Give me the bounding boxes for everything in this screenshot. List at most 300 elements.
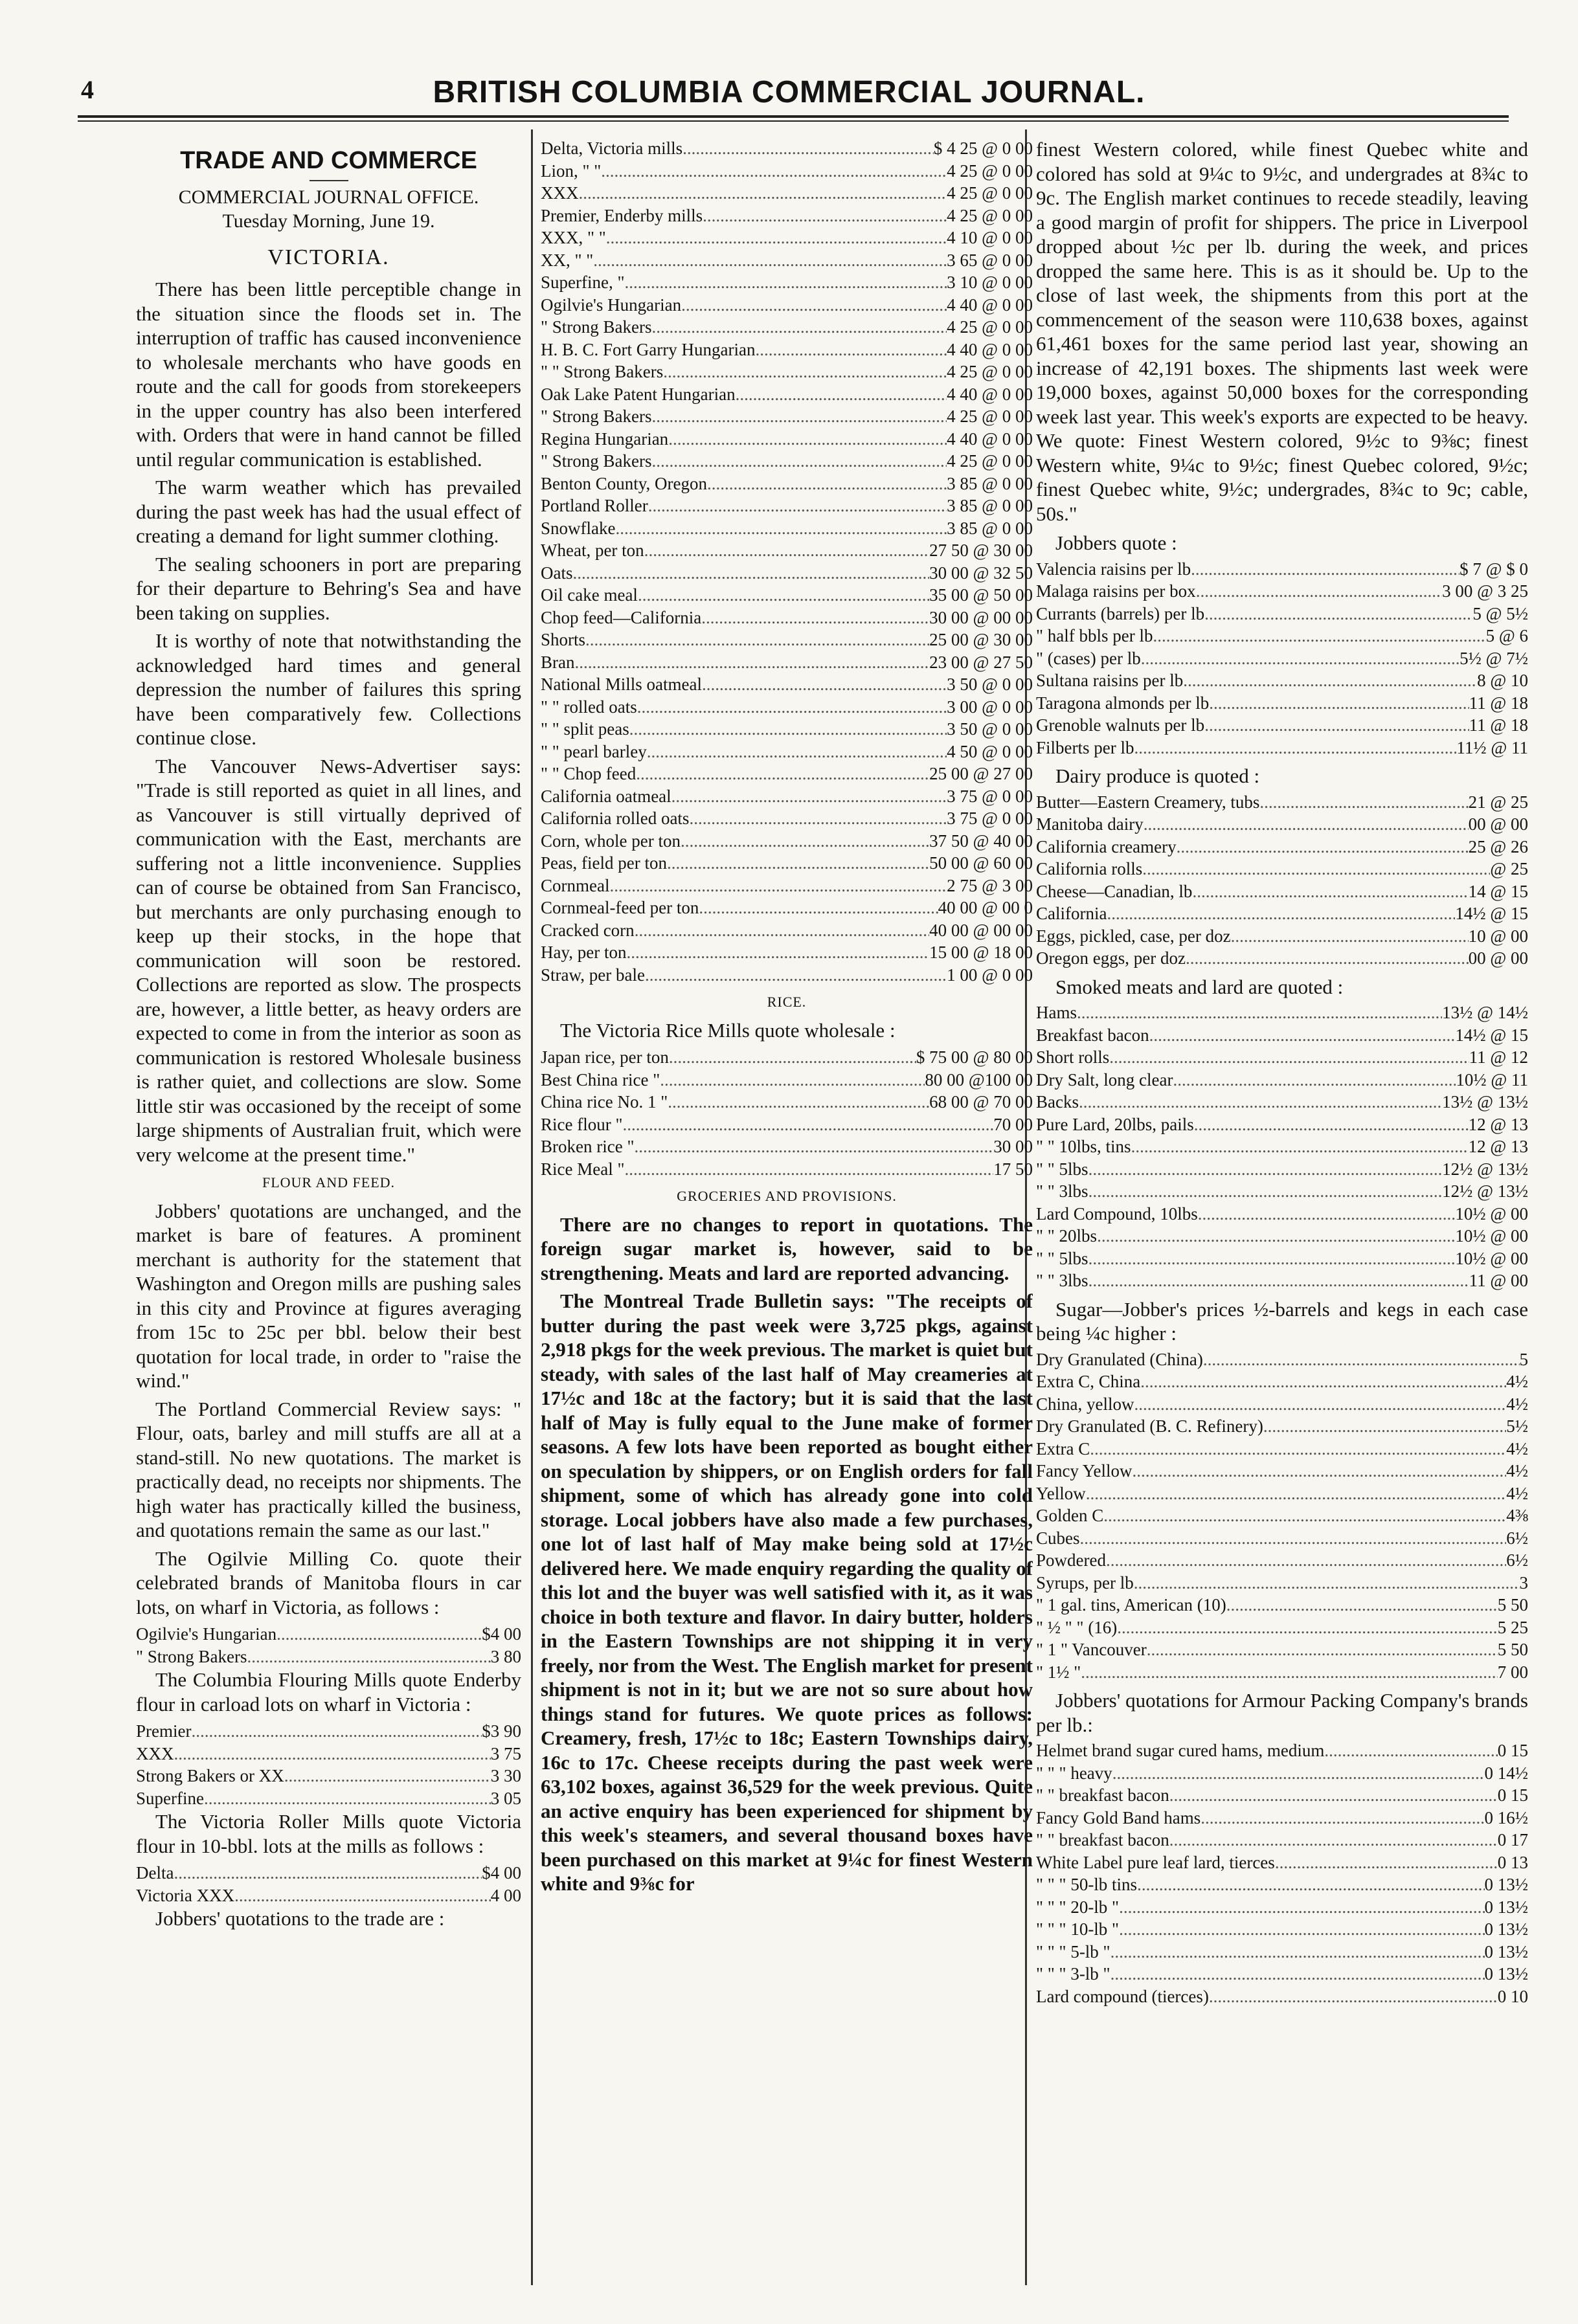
dot-leader xyxy=(1263,1415,1506,1438)
item-name: " " 10lbs, tins xyxy=(1036,1137,1131,1156)
dot-leader xyxy=(1209,692,1469,715)
item-name: Rice Meal " xyxy=(541,1159,625,1179)
item-price: 12 @ 13 xyxy=(1468,1114,1528,1134)
dot-leader xyxy=(652,405,947,428)
price-row xyxy=(541,941,1033,964)
dot-leader xyxy=(1144,813,1469,836)
item-price: 0 10 xyxy=(1497,1986,1528,2006)
item-name: " " " 3-lb " xyxy=(1036,1964,1110,1983)
dot-leader xyxy=(1173,1069,1456,1091)
item-name: Dry Granulated (B. C. Refinery) xyxy=(1036,1416,1263,1436)
dot-leader xyxy=(1149,1024,1456,1047)
dot-leader xyxy=(1226,1594,1498,1616)
dot-leader xyxy=(1077,1001,1442,1024)
item-price: 0 13½ xyxy=(1484,1897,1528,1917)
item-name: Premier xyxy=(136,1721,192,1741)
smoked-intro: Smoked meats and lard are quoted : xyxy=(1055,975,1344,998)
rice-heading: RICE. xyxy=(767,994,807,1010)
price-row xyxy=(1036,669,1528,692)
item-price: 23 00 @ 27 50 xyxy=(929,652,1033,672)
item-name: " half bbls per lb xyxy=(1036,626,1153,645)
smoked-price-list xyxy=(1036,1001,1528,1292)
item-price: 10½ @ 11 xyxy=(1456,1069,1528,1089)
price-row xyxy=(1036,603,1528,625)
item-price: 25 00 @ 27 00 xyxy=(929,764,1033,783)
price-row xyxy=(541,205,1033,227)
item-name: Lion, " " xyxy=(541,161,602,181)
item-price: 4 40 @ 0 00 xyxy=(947,429,1033,449)
dot-leader xyxy=(174,1743,491,1765)
dot-leader xyxy=(1080,1527,1507,1550)
dot-leader xyxy=(648,495,947,517)
price-row xyxy=(541,405,1033,428)
item-name: Hay, per ton xyxy=(541,943,627,962)
item-price: 8 @ 10 xyxy=(1477,671,1528,690)
price-row xyxy=(1036,1549,1528,1572)
price-row xyxy=(541,137,1033,160)
dot-leader xyxy=(1137,1873,1484,1896)
dot-leader xyxy=(276,1623,482,1646)
item-price: 11 @ 18 xyxy=(1469,693,1528,713)
dot-leader xyxy=(1134,737,1456,759)
item-price: 4½ xyxy=(1506,1438,1528,1458)
item-price: 3 85 @ 0 00 xyxy=(947,473,1033,493)
price-row xyxy=(1036,1348,1528,1371)
price-row xyxy=(1036,1046,1528,1069)
item-price: 10½ @ 00 xyxy=(1455,1248,1528,1268)
item-name: Superfine xyxy=(136,1788,204,1808)
item-name: Dry Salt, long clear xyxy=(1036,1069,1173,1089)
article-paragraph: The warm weather which has prevailed during the past week has had the usual effect of creating a demand for light summer clothing. xyxy=(136,476,521,547)
item-name: Premier, Enderby mills xyxy=(541,205,703,225)
rice-price-list xyxy=(541,1046,1033,1180)
item-price: 4 25 @ 0 00 xyxy=(947,183,1033,203)
item-name: California xyxy=(1036,904,1107,923)
item-price: 10 @ 00 xyxy=(1468,926,1528,946)
price-row xyxy=(1036,1739,1528,1762)
dot-leader xyxy=(671,785,947,808)
item-name: Oats xyxy=(541,563,573,583)
item-price: 37 50 @ 40 00 xyxy=(929,831,1033,851)
price-row xyxy=(541,651,1033,674)
price-row xyxy=(541,249,1033,272)
item-price: 14 @ 15 xyxy=(1468,881,1528,901)
dot-leader xyxy=(645,964,947,987)
price-row xyxy=(541,1046,1033,1069)
item-price: 3 75 @ 0 00 xyxy=(947,786,1033,806)
item-name: " " " 10-lb " xyxy=(1036,1919,1120,1939)
item-price: 3 00 @ 0 00 xyxy=(947,697,1033,717)
item-price: 3 50 @ 0 00 xyxy=(947,675,1033,694)
item-price: 4½ xyxy=(1506,1394,1528,1414)
item-price: 3 75 @ 0 00 xyxy=(947,809,1033,828)
item-name: Sultana raisins per lb xyxy=(1036,671,1184,690)
item-price: 4½ xyxy=(1506,1483,1528,1503)
sugar-price-list xyxy=(1036,1348,1528,1684)
item-price: 4 40 @ 0 00 xyxy=(947,384,1033,404)
dot-leader xyxy=(1117,1616,1497,1639)
item-price: 4 25 @ 0 00 xyxy=(947,451,1033,471)
price-row xyxy=(541,629,1033,651)
price-row xyxy=(541,607,1033,629)
dot-leader xyxy=(1106,1549,1506,1572)
item-name: H. B. C. Fort Garry Hungarian xyxy=(541,339,756,359)
item-name: XXX xyxy=(136,1743,174,1763)
item-price: 68 00 @ 70 00 xyxy=(929,1092,1033,1112)
item-name: California creamery xyxy=(1036,836,1177,856)
price-row xyxy=(541,964,1033,987)
price-row xyxy=(1036,1135,1528,1158)
item-price: 6½ xyxy=(1506,1550,1528,1570)
item-name: Portland Roller xyxy=(541,496,648,515)
article-paragraph: Jobbers' quotations are unchanged, and the market is bare of features. A prominent merchant is authority for the statement that Washington and Oregon mills are pushing sales in this city and Province at figures averaging from 15c to 25c per bbl. below their best quotation for local trade, in order to "raise the wind." xyxy=(136,1199,521,1392)
item-price: 35 00 @ 50 00 xyxy=(929,585,1033,605)
item-name: Short rolls xyxy=(1036,1047,1110,1067)
item-name: Corn, whole per ton xyxy=(541,831,681,851)
item-name: " " split peas xyxy=(541,719,629,739)
dot-leader xyxy=(1090,1438,1506,1460)
price-row xyxy=(541,227,1033,249)
price-row xyxy=(1036,1415,1528,1438)
price-row xyxy=(1036,1896,1528,1919)
item-price: 4 25 @ 0 00 xyxy=(947,362,1033,381)
header-rule-thin xyxy=(78,120,1509,122)
price-row xyxy=(1036,1370,1528,1393)
dot-leader xyxy=(1134,1572,1520,1594)
page-number: 4 xyxy=(81,75,94,104)
price-row xyxy=(1036,1001,1528,1024)
price-row xyxy=(1036,558,1528,581)
price-row xyxy=(1036,737,1528,759)
closing-line: Jobbers' quotations to the trade are : xyxy=(155,1907,445,1930)
item-name: Victoria XXX xyxy=(136,1885,235,1905)
price-row xyxy=(1036,1616,1528,1639)
price-row xyxy=(541,517,1033,540)
item-name: Eggs, pickled, case, per doz xyxy=(1036,926,1231,946)
montreal-paragraph: The Montreal Trade Bulletin says: "The receipts of butter during the past week were 3,725 pkgs, against 2,918 pkgs for the week previous. The market is quiet but steady, with sales of the last half of May creameries at 17½c and 18c at the factory; but it is said that the last half of May is fully equal to the June make of former seasons. A few lots have been reported as bought either on speculation by shippers, or on English orders for fall shipment, some of which has already gone into cold storage. Local jobbers have also made a few purchases, one lot of last half of May make being sold at 17½c delivered here. We made enquiry regarding the quality of this lot and the buyer was well satisfied with it, as it was choice in both texture and flavor. In dairy butter, holders in the Eastern Townships are not shipping it in very freely, nor from the West. The English market for present shipment is not in it; but we are not so sure about how things stand for futures. We quote prices as follows: Creamery, fresh, 17½c to 18c; Eastern Townships dairy, 16c to 17c. Cheese receipts during the past week were 63,102 boxes, against 36,529 for the week previous. Quite an active enquiry has been experienced for shipment by this week's steamers, and several thousand boxes have been purchased on this market at 9¼c for finest Western white and 9⅜c for xyxy=(541,1290,1033,1895)
price-row xyxy=(1036,1829,1528,1851)
item-name: " Strong Bakers xyxy=(541,451,652,471)
price-row xyxy=(541,718,1033,741)
dot-leader xyxy=(663,361,947,383)
dot-leader xyxy=(1200,1807,1484,1829)
price-row xyxy=(1036,813,1528,836)
item-name: Bran xyxy=(541,652,575,672)
dot-leader xyxy=(1192,880,1468,903)
item-price: 70 00 xyxy=(993,1114,1033,1134)
item-name: Straw, per bale xyxy=(541,965,645,985)
dot-leader xyxy=(585,629,929,651)
price-row xyxy=(541,1158,1033,1181)
item-name: Shorts xyxy=(541,630,586,649)
item-name: " " " 20-lb " xyxy=(1036,1897,1120,1917)
price-row xyxy=(541,807,1033,830)
item-price: 0 13½ xyxy=(1484,1875,1528,1894)
price-row xyxy=(541,473,1033,495)
dot-leader xyxy=(638,584,929,607)
item-name: Regina Hungarian xyxy=(541,429,669,449)
dot-leader xyxy=(636,763,929,785)
item-name: Benton County, Oregon xyxy=(541,473,707,493)
item-price: 3 65 @ 0 00 xyxy=(947,250,1033,270)
dot-leader xyxy=(609,875,947,897)
item-name: XX, " " xyxy=(541,250,594,270)
item-name: Lard Compound, 10lbs xyxy=(1036,1203,1198,1223)
item-price: 5 @ 5½ xyxy=(1472,603,1528,623)
price-row xyxy=(541,673,1033,696)
dot-leader xyxy=(1119,1896,1484,1919)
item-price: 30 00 @ 32 50 xyxy=(929,563,1033,583)
item-name: Ogilvie's Hungarian xyxy=(541,295,682,315)
item-price: 15 00 @ 18 00 xyxy=(929,943,1033,962)
price-row xyxy=(541,539,1033,562)
item-price: $ 7 @ $ 0 xyxy=(1460,559,1528,579)
item-name: Cubes xyxy=(1036,1528,1080,1548)
price-row xyxy=(1036,1203,1528,1225)
dot-leader xyxy=(247,1646,491,1668)
item-price: 4 25 @ 0 00 xyxy=(947,205,1033,225)
price-row xyxy=(541,1091,1033,1113)
dot-leader xyxy=(593,249,947,272)
item-price: 4½ xyxy=(1506,1461,1528,1480)
dot-leader xyxy=(644,539,929,562)
item-name: White Label pure leaf lard, tierces xyxy=(1036,1852,1275,1872)
price-row xyxy=(136,1720,521,1743)
price-row xyxy=(541,160,1033,183)
item-name: " " Chop feed xyxy=(541,764,637,783)
article-paragraph: It is worthy of note that notwithstanding the acknowledged hard times and general depression the number of failures this spring have been comparatively few. Collections continue close. xyxy=(136,629,521,749)
price-row xyxy=(1036,1269,1528,1292)
armour-price-list xyxy=(1036,1739,1528,2007)
dot-leader xyxy=(1196,580,1442,603)
dot-leader xyxy=(1141,647,1460,670)
item-name: National Mills oatmeal xyxy=(541,675,702,694)
item-price: 0 13½ xyxy=(1484,1919,1528,1939)
section-title: TRADE AND COMMERCE xyxy=(180,147,477,174)
item-name: Yellow xyxy=(1036,1483,1086,1503)
item-name: California rolled oats xyxy=(541,809,690,828)
price-row xyxy=(541,495,1033,517)
price-row xyxy=(541,361,1033,383)
item-price: 3 85 @ 0 00 xyxy=(947,496,1033,515)
dot-leader xyxy=(1275,1851,1498,1874)
dot-leader xyxy=(669,1046,916,1069)
item-name: " " 3lbs xyxy=(1036,1181,1088,1201)
item-price: 4 40 @ 0 00 xyxy=(947,295,1033,315)
dot-leader xyxy=(647,741,947,763)
item-name: Dry Granulated (China) xyxy=(1036,1349,1203,1369)
price-row xyxy=(1036,1762,1528,1785)
price-row xyxy=(1036,1482,1528,1505)
item-name: " Strong Bakers xyxy=(541,317,652,337)
item-price: @ 25 xyxy=(1490,859,1528,878)
dot-leader xyxy=(1204,603,1472,625)
item-price: $ 75 00 @ 80 00 xyxy=(916,1047,1033,1067)
item-price: 4 50 @ 0 00 xyxy=(947,741,1033,761)
price-row xyxy=(1036,1661,1528,1684)
date-line: Tuesday Morning, June 19. xyxy=(222,210,435,232)
dot-leader xyxy=(1231,925,1469,948)
item-name: Helmet brand sugar cured hams, medium xyxy=(1036,1741,1325,1760)
price-row xyxy=(1036,1572,1528,1594)
dot-leader xyxy=(622,1113,993,1136)
item-name: Broken rice " xyxy=(541,1137,635,1156)
item-name: " 1½ " xyxy=(1036,1662,1081,1682)
price-row xyxy=(541,830,1033,853)
price-row xyxy=(1036,714,1528,737)
item-name: Fancy Gold Band hams xyxy=(1036,1807,1201,1827)
dot-leader xyxy=(652,450,947,473)
dot-leader xyxy=(1109,1046,1469,1069)
price-row xyxy=(1036,1873,1528,1896)
dot-leader xyxy=(1112,1762,1485,1785)
item-price: 3 80 xyxy=(490,1646,521,1666)
item-price: 4⅜ xyxy=(1506,1506,1528,1525)
item-price: 14½ @ 15 xyxy=(1455,1025,1528,1045)
dot-leader xyxy=(703,205,947,227)
item-name: Breakfast bacon xyxy=(1036,1025,1149,1045)
price-row xyxy=(1036,1438,1528,1460)
column-one xyxy=(136,137,521,1935)
item-name: Grenoble walnuts per lb xyxy=(1036,715,1205,735)
price-row xyxy=(1036,1069,1528,1091)
item-name: Backs xyxy=(1036,1092,1079,1112)
dot-leader xyxy=(606,227,947,249)
item-name: XXX xyxy=(541,183,579,203)
dot-leader xyxy=(736,383,947,406)
price-row xyxy=(1036,1807,1528,1829)
item-name: Golden C xyxy=(1036,1506,1104,1525)
dot-leader xyxy=(660,1069,925,1091)
price-row xyxy=(1036,625,1528,647)
item-price: 30 00 xyxy=(993,1137,1033,1156)
item-price: 0 13 xyxy=(1497,1852,1528,1872)
item-name: " " rolled oats xyxy=(541,697,637,717)
item-name: Syrups, per lb xyxy=(1036,1572,1134,1592)
dot-leader xyxy=(625,271,947,294)
dot-leader xyxy=(1204,714,1469,737)
price-row xyxy=(1036,692,1528,715)
price-row xyxy=(541,785,1033,808)
dot-leader xyxy=(682,137,934,160)
page-header xyxy=(0,74,1578,113)
price-row xyxy=(1036,1460,1528,1482)
dot-leader xyxy=(1147,1638,1498,1661)
price-row xyxy=(1036,836,1528,858)
item-name: " " 20lbs xyxy=(1036,1226,1098,1246)
continued-paragraph: finest Western colored, while finest Quebec white and colored has sold at 9¼c to 9½c, and undergrades at 8¾c to 9c. The English market continues to recede steadily, leaving a good margin of profit for shippers. The price in Liverpool dropped about ½c per lb. during the week, and prices dropped the same here. This is as it should be. Up to the close of last week, the shipments from this port at the commencement of the season were 110,638 boxes, against 61,461 boxes for the same period last year, showing an increase of 42,191 boxes. The shipments last week were 19,000 boxes, against 50,000 boxes for the corresponding week last year. This week's exports are expected to be heavy. We quote: Finest Western colored, 9½c to 9⅜c; finest Western white, 9¼c to 9½c; finest Quebec colored, 9½c; finest Quebec white, 9½c; undergrades, 8¾c to 9c; cable, 50s." xyxy=(1036,138,1528,525)
item-price: 00 @ 00 xyxy=(1468,814,1528,834)
item-price: 10½ @ 00 xyxy=(1455,1203,1528,1223)
item-price: 5½ xyxy=(1506,1416,1528,1436)
item-price: 14½ @ 15 xyxy=(1455,904,1528,923)
title-dash xyxy=(310,180,348,181)
dot-leader xyxy=(1110,1941,1485,1963)
item-price: 0 15 xyxy=(1497,1741,1528,1760)
item-price: 4 40 @ 0 00 xyxy=(947,339,1033,359)
item-name: Strong Bakers or XX xyxy=(136,1766,284,1785)
price-row xyxy=(1036,925,1528,948)
dot-leader xyxy=(707,473,947,495)
item-price: 11 @ 00 xyxy=(1469,1271,1528,1290)
item-price: 0 16½ xyxy=(1484,1807,1528,1827)
dot-leader xyxy=(1088,1247,1456,1270)
item-price: 4 25 @ 0 00 xyxy=(947,161,1033,181)
price-row xyxy=(541,852,1033,875)
dot-leader xyxy=(1086,1482,1506,1505)
price-row xyxy=(1036,1918,1528,1941)
price-row xyxy=(541,1135,1033,1158)
item-name: Currants (barrels) per lb xyxy=(1036,603,1205,623)
price-row xyxy=(541,696,1033,719)
dot-leader xyxy=(624,1158,993,1181)
price-row xyxy=(541,875,1033,897)
item-price: 0 17 xyxy=(1497,1830,1528,1849)
item-name: Wheat, per ton xyxy=(541,541,644,560)
item-name: Delta, Victoria mills xyxy=(541,139,683,158)
price-row xyxy=(541,316,1033,339)
item-name: " " breakfast bacon xyxy=(1036,1830,1169,1849)
price-row xyxy=(1036,1985,1528,2008)
price-row xyxy=(541,1069,1033,1091)
item-price: $3 90 xyxy=(482,1721,521,1741)
flour-heading: FLOUR AND FEED. xyxy=(262,1174,396,1190)
item-price: 3 10 @ 0 00 xyxy=(947,273,1033,292)
intro-paragraphs xyxy=(136,277,521,1167)
price-row xyxy=(1036,1851,1528,1874)
dot-leader xyxy=(1324,1739,1497,1762)
price-row xyxy=(1036,1158,1528,1181)
item-price: 11 @ 18 xyxy=(1469,715,1528,735)
rice-intro: The Victoria Rice Mills quote wholesale : xyxy=(560,1018,896,1042)
item-price: 10½ @ 00 xyxy=(1455,1226,1528,1246)
price-row xyxy=(1036,1024,1528,1047)
item-price: 3 75 xyxy=(490,1743,521,1763)
item-name: " " Strong Bakers xyxy=(541,362,664,381)
item-name: Oregon eggs, per doz xyxy=(1036,948,1186,968)
item-name: " " 5lbs xyxy=(1036,1248,1088,1268)
item-price: 3 85 @ 0 00 xyxy=(947,518,1033,538)
dot-leader xyxy=(637,696,947,719)
item-name: Butter—Eastern Creamery, tubs xyxy=(1036,792,1260,812)
dot-leader xyxy=(601,160,947,183)
item-price: 21 @ 25 xyxy=(1468,792,1528,812)
price-row xyxy=(541,182,1033,205)
dot-leader xyxy=(1183,669,1477,692)
dot-leader xyxy=(1209,1985,1498,2008)
price-row xyxy=(1036,1638,1528,1661)
item-price: 5½ @ 7½ xyxy=(1460,648,1528,668)
item-price: 4 25 @ 0 00 xyxy=(947,317,1033,337)
article-paragraph: The Ogilvie Milling Co. quote their celebrated brands of Manitoba flours in car lots, on wharf in Victoria, as follows : xyxy=(136,1547,521,1618)
dot-leader xyxy=(667,852,929,875)
dot-leader xyxy=(1131,1135,1469,1158)
item-name: Taragona almonds per lb xyxy=(1036,693,1210,713)
dot-leader xyxy=(755,339,947,361)
price-row xyxy=(1036,1527,1528,1550)
dot-leader xyxy=(579,182,947,205)
item-price: 3 xyxy=(1519,1572,1528,1592)
dot-leader xyxy=(1142,858,1490,880)
item-price: 50 00 @ 60 00 xyxy=(929,853,1033,873)
item-price: 5 50 xyxy=(1497,1640,1528,1659)
item-price: $4 00 xyxy=(482,1863,521,1883)
price-row xyxy=(541,763,1033,785)
item-price: 4 10 @ 0 00 xyxy=(947,228,1033,247)
dot-leader xyxy=(1169,1784,1498,1807)
item-name: Lard compound (tierces) xyxy=(1036,1986,1209,2006)
item-name: Peas, field per ton xyxy=(541,853,667,873)
